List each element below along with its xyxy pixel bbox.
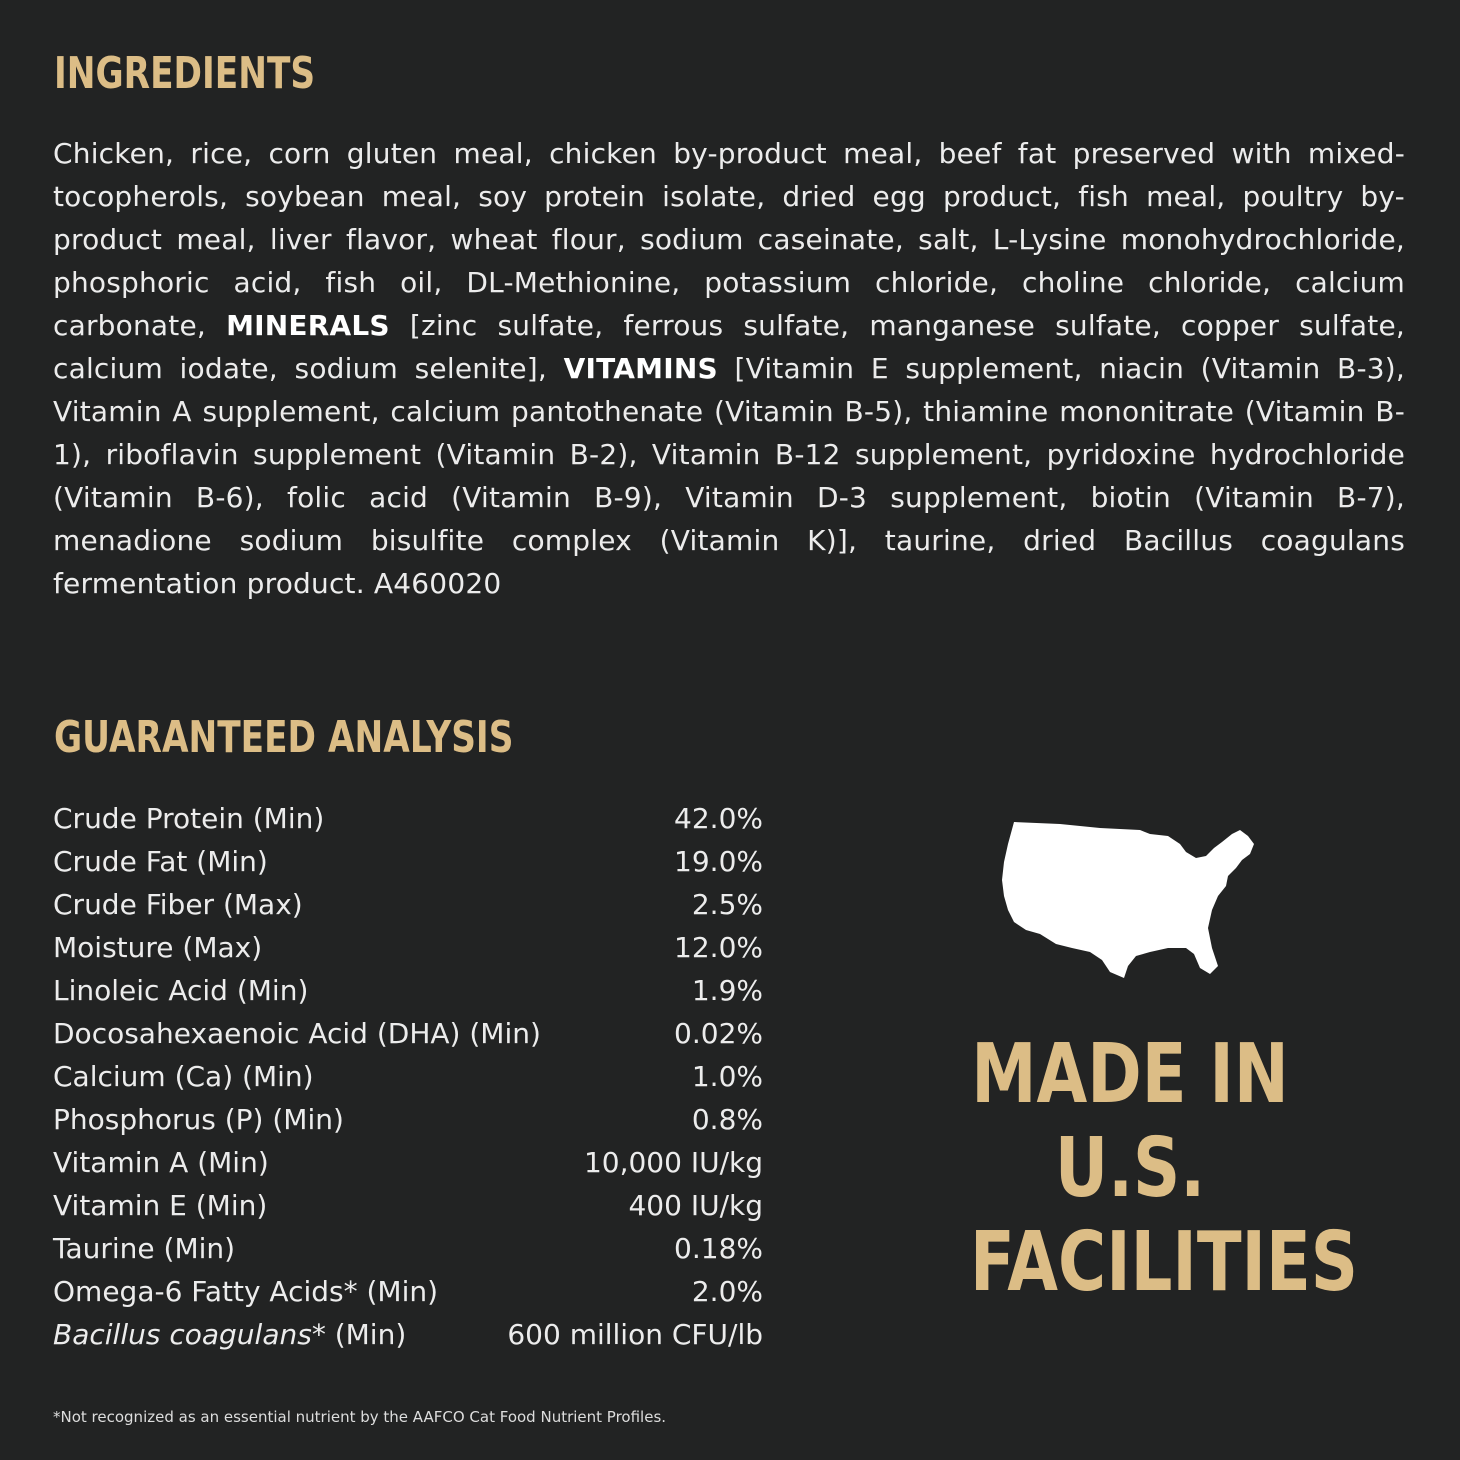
nutrient-name: Vitamin A (Min): [53, 1146, 269, 1179]
table-row: [53, 797, 763, 840]
table-row: [53, 883, 763, 926]
nutrient-name: Taurine (Min): [53, 1232, 236, 1265]
made-in-line1: MADE IN: [971, 1027, 1289, 1122]
nutrient-name: Crude Fiber (Max): [53, 888, 303, 921]
made-in-usa-badge: [930, 1027, 1359, 1310]
table-row: [53, 1098, 763, 1141]
nutrient-value: 1.0%: [691, 1060, 763, 1093]
footnote: *Not recognized as an essential nutrient by the AAFCO Cat Food Nutrient Profiles.: [53, 1408, 667, 1426]
nutrient-name: Crude Fat (Min): [53, 845, 268, 878]
table-row: [53, 1270, 763, 1313]
nutrient-value: 0.18%: [674, 1232, 763, 1265]
made-in-line3: FACILITIES: [970, 1215, 1359, 1310]
table-row: [53, 1141, 763, 1184]
usa-map-icon: [1000, 818, 1260, 983]
nutrient-name: Crude Protein (Min): [53, 802, 325, 835]
nutrient-value: 600 million CFU/lb: [507, 1318, 763, 1351]
nutrient-name: [53, 1313, 406, 1356]
table-row: [53, 1227, 763, 1270]
table-row: [53, 926, 763, 969]
table-row: [53, 840, 763, 883]
nutrient-value: 10,000 IU/kg: [583, 1146, 763, 1179]
table-row: [53, 1313, 763, 1356]
nutrient-name-suffix: * (Min): [311, 1318, 407, 1351]
table-row: [53, 969, 763, 1012]
ingredients-text-part1: Chicken, rice, corn gluten meal, chicken by-product meal, beef fat preserved with mixed-tocopherols, soybean meal, soy protein isolate, dried egg product, fish meal, poultry by-product meal, liver flavor, wheat flour, sodium caseinate, salt, L-Lysine monohydrochloride, phosphoric acid, fish oil, DL-Methionine, potassium chloride, choline chloride, calcium carbonate,: [53, 137, 1405, 342]
nutrient-name: Moisture (Max): [53, 931, 263, 964]
table-row: [53, 1184, 763, 1227]
nutrient-value: 0.02%: [674, 1017, 763, 1050]
nutrient-name: Calcium (Ca) (Min): [53, 1060, 314, 1093]
nutrient-name: Vitamin E (Min): [53, 1189, 268, 1222]
ingredients-text-part2: [zinc sulfate, ferrous sulfate, manganese sulfate, copper sulfate, calcium iodate, sodium selenite],: [53, 309, 1405, 385]
nutrient-value: 19.0%: [674, 845, 763, 878]
nutrient-name: Linoleic Acid (Min): [53, 974, 309, 1007]
nutrient-value: 400 IU/kg: [628, 1189, 763, 1222]
nutrient-value: 12.0%: [674, 931, 763, 964]
nutrient-value: 0.8%: [691, 1103, 763, 1136]
table-row: [53, 1012, 763, 1055]
vitamins-label: VITAMINS: [563, 352, 718, 385]
ingredients-list: [53, 132, 1405, 605]
made-in-line2: U.S.: [1054, 1121, 1206, 1216]
nutrient-name-italic: Bacillus coagulans: [53, 1318, 312, 1351]
nutrient-value: 2.5%: [691, 888, 763, 921]
nutrient-name: Docosahexaenoic Acid (DHA) (Min): [53, 1017, 541, 1050]
nutrient-name: Omega-6 Fatty Acids* (Min): [53, 1275, 439, 1308]
nutrient-name: Phosphorus (P) (Min): [53, 1103, 344, 1136]
nutrient-value: 42.0%: [674, 802, 763, 835]
nutrient-value: 1.9%: [691, 974, 763, 1007]
guaranteed-analysis-heading: GUARANTEED ANALYSIS: [54, 712, 514, 763]
table-row: [53, 1055, 763, 1098]
nutrient-value: 2.0%: [691, 1275, 763, 1308]
guaranteed-analysis-table: [53, 797, 763, 1356]
minerals-label: MINERALS: [226, 309, 390, 342]
ingredients-text-part3: [Vitamin E supplement, niacin (Vitamin B-3), Vitamin A supplement, calcium pantothenate (Vitamin B-5), thiamine mononitrate (Vitamin B-1), riboflavin supplement (Vitamin B-2), Vitamin B-12 supplement, pyridoxine hydrochloride (Vitamin B-6), folic acid (Vitamin B-9), Vitamin D-3 supplement, biotin (Vitamin B-7), menadione sodium bisulfite complex (Vitamin K)], taurine, dried Bacillus coagulans fermentation product. A460020: [53, 352, 1405, 600]
ingredients-heading: INGREDIENTS: [54, 48, 316, 99]
